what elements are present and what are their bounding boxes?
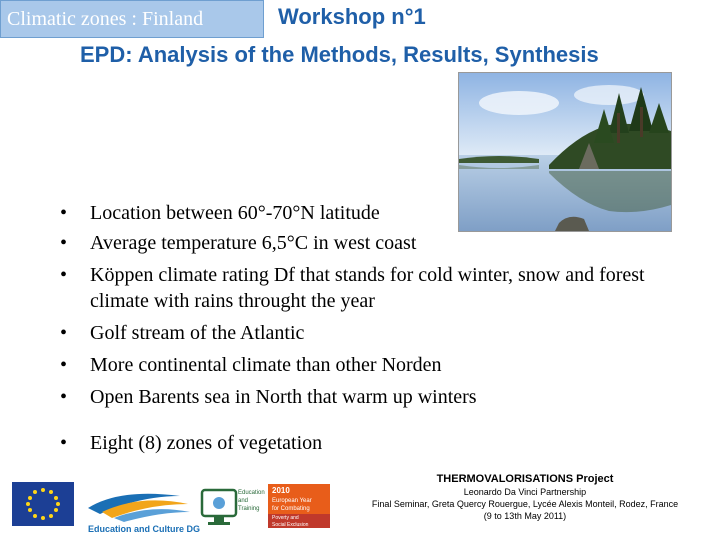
- bullet-glyph: •: [60, 264, 68, 286]
- education-culture-logo-icon: [88, 494, 190, 522]
- bullet-item: [60, 352, 700, 378]
- bullet-text: Location between 60°-70°N latitude: [90, 202, 380, 224]
- education-training-logo-icon: [202, 490, 236, 525]
- bullet-glyph: •: [60, 386, 68, 408]
- bullet-item: [60, 384, 700, 410]
- year-label-1: 2010: [272, 486, 290, 495]
- bullet-item: [60, 320, 700, 346]
- bullet-text: Golf stream of the Atlantic: [90, 322, 305, 344]
- bullet-item: [60, 262, 700, 314]
- footer-info: [330, 472, 720, 522]
- slide-subtitle: EPD: Analysis of the Methods, Results, Synthesis: [80, 42, 599, 67]
- footer-line-3: (9 to 13th May 2011): [483, 511, 567, 521]
- edu-label-2: and: [238, 498, 249, 504]
- bullet-glyph: •: [60, 232, 68, 254]
- bullet-glyph: •: [60, 322, 68, 344]
- eu-flag-icon: [12, 482, 74, 526]
- bullet-item: [60, 230, 700, 256]
- bullet-text: Average temperature 6,5°C in west coast: [90, 232, 417, 254]
- bullet-glyph: •: [60, 202, 68, 224]
- edu-label-3: Training: [238, 506, 260, 512]
- slide-title: Workshop n°1: [278, 4, 426, 29]
- bullet-item: [60, 200, 700, 226]
- footer-line-1: Leonardo Da Vinci Partnership: [463, 487, 587, 497]
- edu-label-1: Education: [238, 490, 265, 496]
- bullet-text: Open Barents sea in North that warm up winters: [90, 386, 477, 408]
- bullet-item: [60, 430, 700, 456]
- section-tag: Climatic zones : Finland: [0, 0, 264, 38]
- bullet-text: Eight (8) zones of vegetation: [90, 432, 323, 454]
- bullet-text: More continental climate than other Norden: [90, 354, 442, 376]
- year-label-4: Poverty and: [272, 515, 299, 521]
- bullet-glyph: •: [60, 354, 68, 376]
- eu-logo-label: Education and Culture DG: [88, 524, 201, 534]
- year-label-3: for Combating: [272, 506, 310, 512]
- bullet-text: Köppen climate rating Df that stands for cold winter, snow and forest climate with rains throught the year: [90, 264, 645, 312]
- footer-project: THERMOVALORISATIONS Project: [436, 473, 614, 485]
- logos-strip: [10, 478, 340, 538]
- year-label-5: Social Exclusion: [272, 522, 309, 528]
- footer-line-2: Final Seminar, Greta Quercy Rouergue, Lycée Alexis Monteil, Rodez, France: [371, 499, 679, 509]
- year-label-2: European Year: [272, 498, 312, 504]
- bullet-list: [60, 200, 700, 462]
- bullet-glyph: •: [60, 432, 68, 454]
- partner-logos: [10, 478, 340, 538]
